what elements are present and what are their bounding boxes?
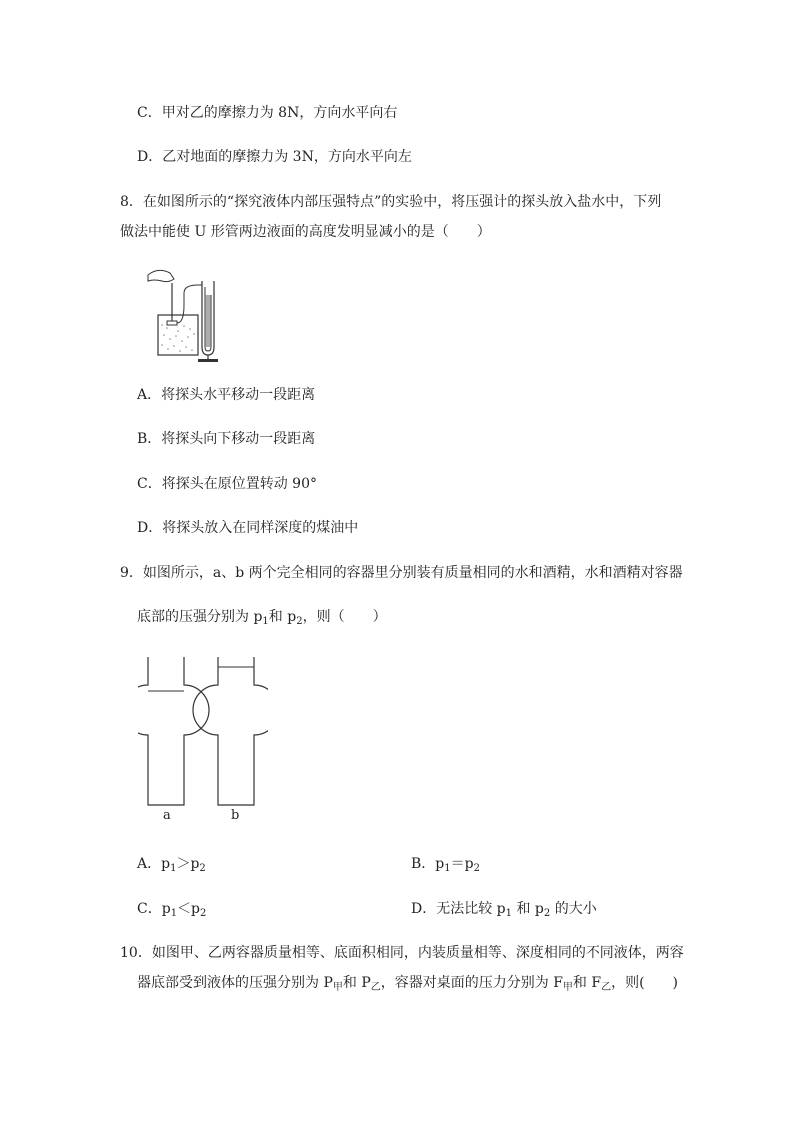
pressure-gauge-figure (140, 265, 240, 363)
hand (148, 270, 174, 281)
probe (167, 321, 177, 325)
q9-option-a: A．$p_1>p_2$ (137, 856, 206, 874)
q8-stem-line1: 8．在如图所示的“探究液体内部压强特点”的实验中，将压强计的探头放入盐水中，下列 (120, 194, 662, 210)
q9-stem-line2: 底部的压强分别为 $p_1$和 $p_2$，则（ ） (137, 609, 387, 627)
label-a: a (163, 808, 171, 823)
q8-stem-line2: 做法中能使 U 形管两边液面的高度发明显减小的是（ ） (120, 224, 491, 240)
q9-stem-line1: 9．如图所示，a、b 两个完全相同的容器里分别装有质量相同的水和酒精，水和酒精对容器 (120, 565, 683, 581)
q7-option-d: D．乙对地面的摩擦力为 3N，方向水平向左 (137, 149, 412, 165)
q10-stem-line1: 10．如图甲、乙两容器质量相等、底面积相同，内装质量相等、深度相同的不同液体，两容 (120, 945, 684, 961)
q10-stem-line2: 器底部受到液体的压强分别为 $P_甲$和 $P_乙$，容器对桌面的压力分别为 $F_甲$和 $F_乙$，则( ) (137, 975, 679, 993)
q9-option-c: C．$p_1<p_2$ (137, 901, 207, 919)
q8-option-d: D．将探头放入在同样深度的煤油中 (137, 520, 359, 536)
q8-option-b: B．将探头向下移动一段距离 (137, 431, 316, 447)
container-a (138, 657, 209, 805)
container-b (193, 657, 268, 805)
q8-option-c: C．将探头在原位置转动 90° (137, 476, 317, 492)
containers-figure (138, 655, 268, 825)
q7-option-c: C．甲对乙的摩擦力为 8N，方向水平向右 (137, 105, 398, 121)
q8-option-a: A．将探头水平移动一段距离 (137, 387, 316, 403)
label-b: b (231, 808, 240, 823)
q9-option-d: D．无法比较 $p_1$ 和 $p_2$ 的大小 (411, 901, 597, 919)
q9-option-b: B．$p_1=p_2$ (411, 856, 480, 874)
